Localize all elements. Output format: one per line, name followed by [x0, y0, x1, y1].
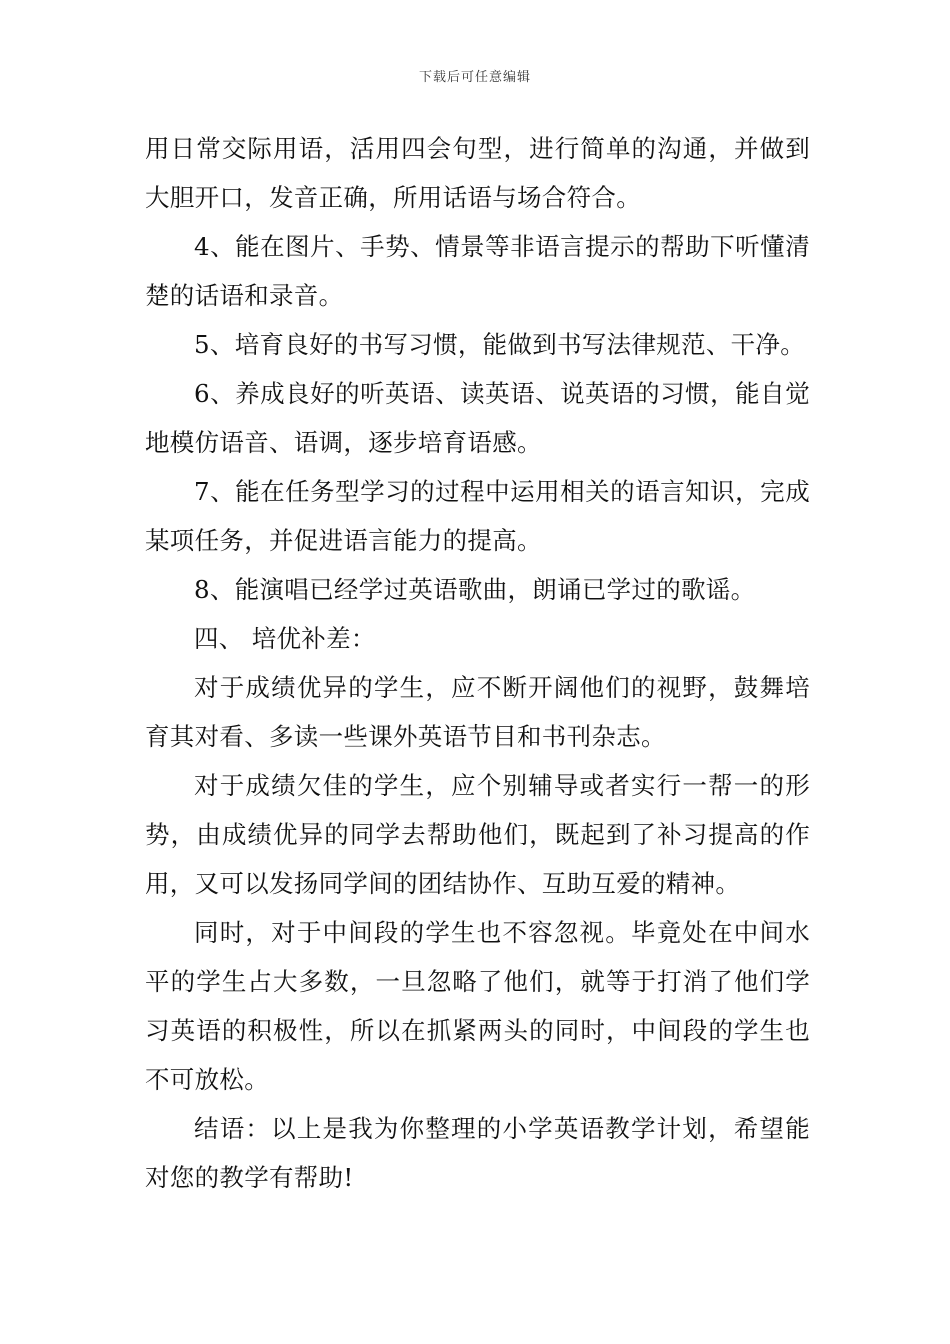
section-heading: 四、 培优补差：: [194, 624, 376, 653]
document-body: [145, 124, 810, 1202]
paragraph-item-4: 4、能在图片、手势、情景等非语言提示的帮助下听懂清楚的话语和录音。: [145, 232, 810, 310]
paragraph-item-6: 6、养成良好的听英语、读英语、说英语的习惯，能自觉地模仿语音、语调，逐步培育语感。: [145, 379, 810, 457]
paragraph-conclusion: 结语：以上是我为你整理的小学英语教学计划，希望能对您的教学有帮助!: [145, 1114, 810, 1192]
paragraph-middle-students: 同时，对于中间段的学生也不容忽视。毕竟处在中间水平的学生占大多数，一旦忽略了他们，就等于打消了他们学习英语的积极性，所以在抓紧两头的同时，中间段的学生也不可放松。: [145, 918, 810, 1094]
paragraph-item-5: 5、培育良好的书写习惯，能做到书写法律规范、干净。: [194, 330, 806, 359]
paragraph-top-students: 对于成绩优异的学生，应不断开阔他们的视野，鼓舞培育其对看、多读一些课外英语节目和书刊杂志。: [145, 673, 810, 751]
paragraph-item-7: 7、能在任务型学习的过程中运用相关的语言知识，完成某项任务，并促进语言能力的提高。: [145, 477, 810, 555]
paragraph-continuation: 用日常交际用语，活用四会句型，进行简单的沟通，并做到大胆开口，发音正确，所用话语与场合符合。: [145, 134, 810, 212]
page-header: 下载后可任意编辑: [418, 70, 531, 85]
paragraph-item-8: 8、能演唱已经学过英语歌曲，朗诵已学过的歌谣。: [194, 575, 756, 604]
paragraph-weak-students: 对于成绩欠佳的学生，应个别辅导或者实行一帮一的形势，由成绩优异的同学去帮助他们，既起到了补习提高的作用，又可以发扬同学间的团结协作、互助互爱的精神。: [145, 771, 810, 898]
